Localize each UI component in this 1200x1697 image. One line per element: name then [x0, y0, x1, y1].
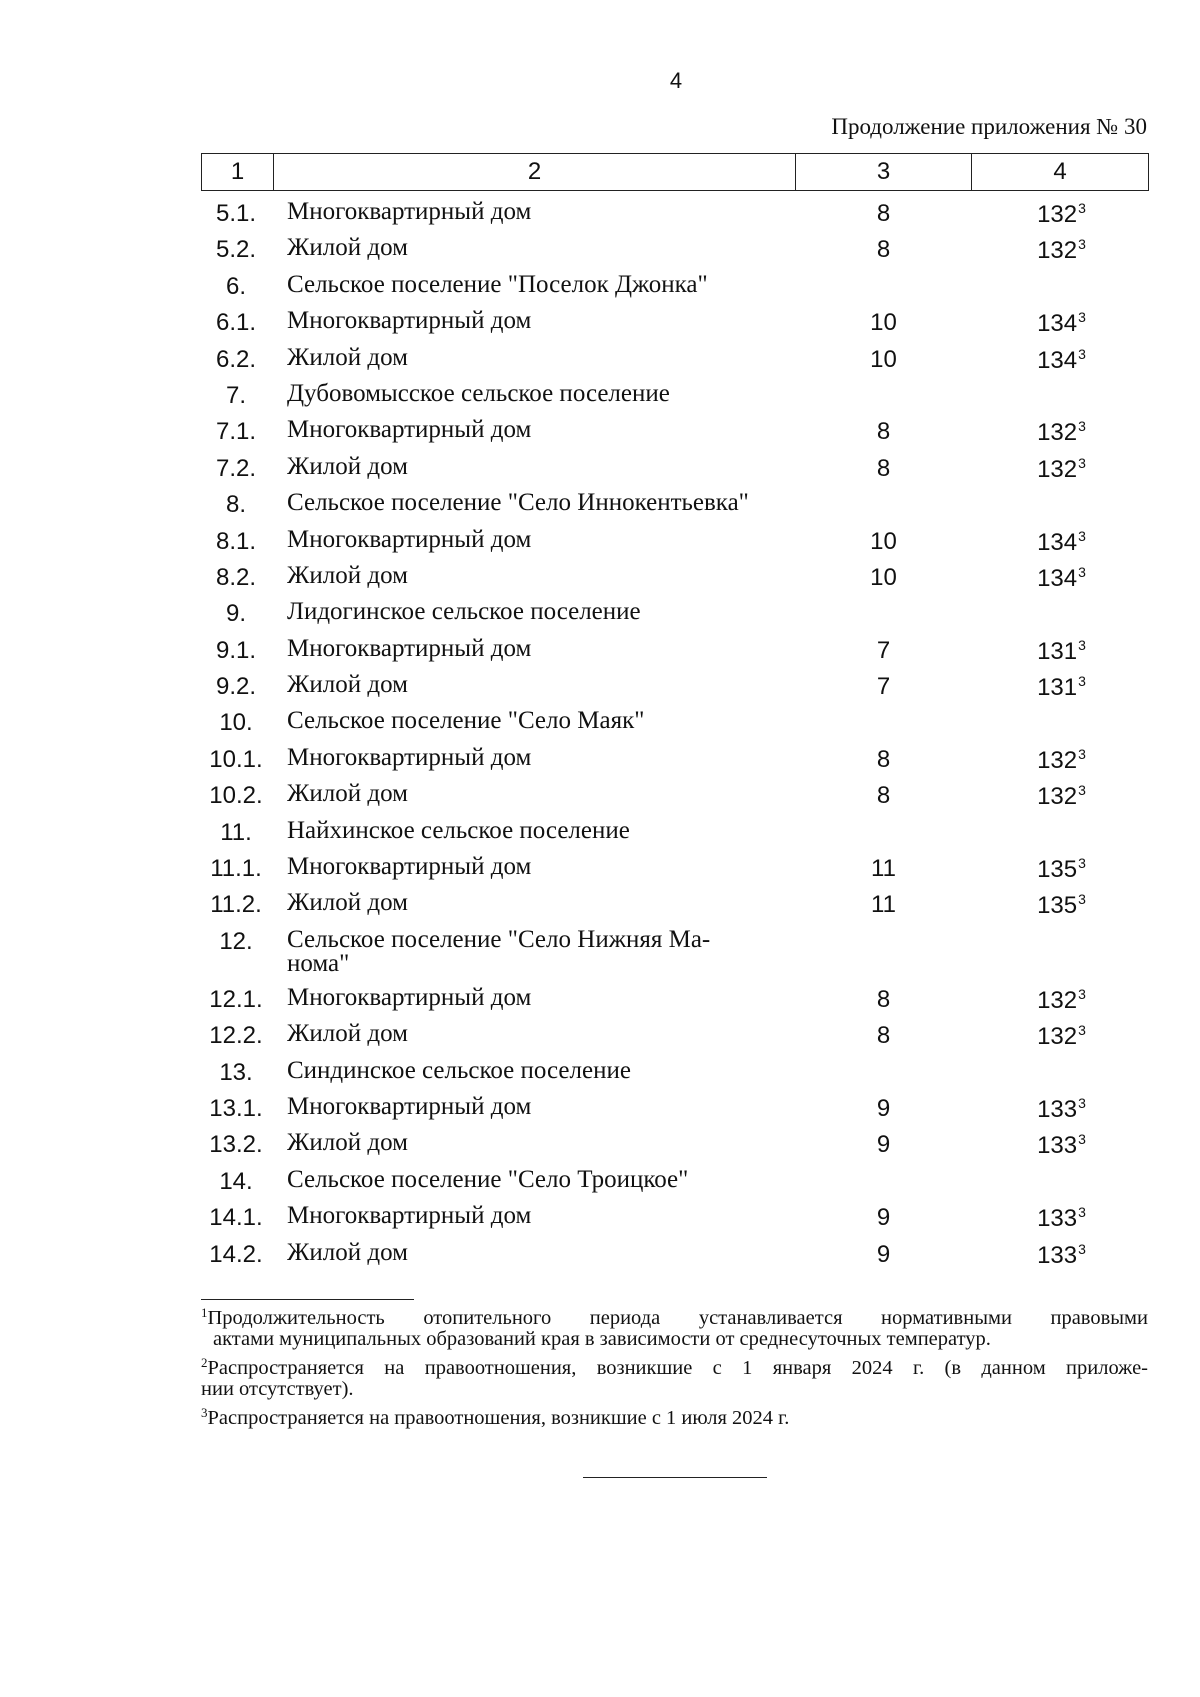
row-column-4: [975, 273, 1148, 302]
row-column-4: [975, 491, 1148, 520]
row-name: Жилой дом: [287, 234, 408, 262]
row-column-4-value: 133: [1037, 1132, 1078, 1160]
footnote-reference: 3: [1078, 745, 1086, 762]
row-number: 9.2.: [215, 673, 257, 701]
row-number: 13.: [219, 1058, 253, 1086]
row-column-4: [975, 382, 1148, 411]
row-column-3: 10: [870, 527, 897, 555]
row-column-4: [975, 1059, 1148, 1088]
row-column-4: [975, 1168, 1148, 1197]
footnote-text: Продолжительность отопительного периода устанавливается нормативными правовыми: [207, 1307, 1148, 1329]
row-column-4-value: 134: [1037, 310, 1078, 338]
footnote-reference: 3: [1078, 1240, 1086, 1257]
row-number: 9.1.: [215, 636, 257, 664]
row-name: Лидогинское сельское поселение: [287, 598, 641, 626]
row-number: 7.1.: [215, 418, 257, 446]
column-header-4: 4: [972, 154, 1149, 191]
row-column-3: 8: [876, 418, 891, 446]
row-name: Многоквартирный дом: [287, 416, 532, 444]
table-row: [201, 524, 1148, 560]
row-number: 8.1.: [215, 527, 257, 555]
row-name: Многоквартирный дом: [287, 307, 532, 335]
row-name: Сельское поселение "Село Нижняя Ма- нома": [287, 925, 711, 977]
row-column-4-value: 132: [1037, 1023, 1078, 1051]
row-column-4: [975, 1204, 1148, 1233]
table-row: [201, 982, 1148, 1018]
footnote-separator: [201, 1299, 414, 1300]
row-column-4: [975, 236, 1148, 265]
row-column-4: [975, 891, 1148, 920]
row-column-3: 8: [876, 1022, 891, 1050]
footnote-reference: 3: [1078, 891, 1086, 908]
row-name: Жилой дом: [287, 1020, 408, 1048]
row-name: Многоквартирный дом: [287, 853, 532, 881]
row-column-4: [975, 200, 1148, 229]
footnote-3: [201, 1402, 1148, 1429]
row-column-3: 8: [876, 454, 891, 482]
footnote-reference: 3: [1078, 527, 1086, 544]
row-number: 5.1.: [215, 200, 257, 227]
footnote-reference: 3: [1078, 782, 1086, 799]
row-name: Жилой дом: [287, 1129, 408, 1157]
row-name: Сельское поселение "Поселок Джонка": [287, 270, 708, 298]
table-row: [201, 196, 1148, 232]
row-column-3: 8: [876, 745, 891, 773]
row-column-4: [975, 673, 1148, 702]
table-row: [201, 1200, 1148, 1236]
continuation-label: Продолжение приложения № 30: [831, 114, 1147, 139]
row-column-4-value: 132: [1037, 237, 1078, 265]
row-column-3: 10: [870, 563, 897, 591]
row-column-4-value: 132: [1037, 783, 1078, 811]
footnote-line: [201, 1352, 1148, 1379]
footnote-1: [201, 1302, 1148, 1350]
row-name: Сельское поселение "Село Маяк": [287, 707, 645, 735]
row-column-4-value: 131: [1037, 674, 1078, 702]
row-number: 8.2.: [215, 563, 257, 591]
row-name: Жилой дом: [287, 343, 408, 371]
row-column-4: [975, 819, 1148, 848]
row-name: Многоквартирный дом: [287, 743, 532, 771]
table-row: [201, 669, 1148, 705]
row-column-3: 11: [871, 891, 896, 919]
table-row: [201, 815, 1148, 851]
row-column-3: 10: [870, 309, 897, 337]
footnote-reference: 3: [1078, 563, 1086, 580]
row-column-4: [975, 1022, 1148, 1051]
row-name: Жилой дом: [287, 1238, 408, 1266]
row-number: 14.1.: [209, 1204, 263, 1232]
row-number: 11.1.: [210, 855, 262, 883]
column-header-row: [202, 154, 1149, 191]
table-row: [201, 1055, 1148, 1091]
row-number: 13.2.: [209, 1131, 263, 1159]
footnotes: [201, 1302, 1148, 1431]
table-row: [201, 269, 1148, 305]
row-number: 7.2.: [215, 454, 257, 482]
row-column-4: [975, 782, 1148, 811]
row-name: Многоквартирный дом: [287, 1092, 532, 1120]
row-column-4-value: 134: [1037, 564, 1078, 592]
footnote-text: Распространяется на правоотношения, возникшие с 1 июля 2024 г.: [207, 1407, 790, 1429]
row-number: 8.: [225, 491, 246, 519]
row-column-4-value: 135: [1037, 892, 1078, 920]
row-column-4-value: 132: [1037, 746, 1078, 774]
footnote-reference: 3: [1078, 1022, 1086, 1039]
row-name: Многоквартирный дом: [287, 198, 532, 225]
table-row: [201, 378, 1148, 414]
footnote-mark: 2: [201, 1355, 208, 1370]
row-name: Синдинское сельское поселение: [287, 1056, 631, 1084]
table-row: [201, 232, 1148, 268]
row-number: 5.2.: [215, 236, 257, 264]
row-number: 6.2.: [215, 345, 257, 373]
row-column-3: 8: [876, 200, 891, 227]
row-column-4-value: 131: [1037, 637, 1078, 665]
footnote-text: Распространяется на правоотношения, возникшие с 1 января 2024 г. (в данном приложе-: [207, 1357, 1148, 1379]
footnote-reference: 3: [1078, 636, 1086, 653]
column-header-1: 1: [202, 154, 274, 191]
footnote-reference: 3: [1078, 985, 1086, 1002]
table-row: [201, 560, 1148, 596]
row-column-4-value: 132: [1037, 201, 1078, 228]
footnote-reference: 3: [1078, 1204, 1086, 1221]
row-column-3: 9: [876, 1094, 891, 1122]
table-row: [201, 924, 1148, 982]
row-number: 6.: [225, 272, 246, 300]
footnote-reference: 3: [1078, 673, 1086, 690]
footnote-reference: 3: [1078, 1094, 1086, 1111]
row-column-3: 9: [876, 1204, 891, 1232]
row-name: Многоквартирный дом: [287, 634, 532, 662]
table-row: [201, 851, 1148, 887]
row-number: 10.1.: [209, 745, 263, 773]
column-header-table: [201, 153, 1149, 191]
table-row: [201, 1237, 1148, 1273]
row-name: Жилой дом: [287, 561, 408, 589]
row-column-4: [975, 600, 1148, 629]
row-name: Многоквартирный дом: [287, 1202, 532, 1230]
row-column-4-value: 132: [1037, 455, 1078, 483]
row-column-4: [975, 746, 1148, 775]
row-column-4: [975, 418, 1148, 447]
footnote-2: [201, 1352, 1148, 1400]
table-body: [201, 196, 1148, 1273]
table-row: [201, 742, 1148, 778]
row-number: 6.1.: [215, 309, 257, 337]
column-header-2: 2: [274, 154, 796, 191]
row-column-4-value: 132: [1037, 419, 1078, 447]
row-name: Жилой дом: [287, 452, 408, 480]
row-name: Жилой дом: [287, 671, 408, 699]
page-number: 4: [669, 68, 683, 93]
table-row: [201, 705, 1148, 741]
footnote-line: [201, 1402, 1148, 1429]
table-row: [201, 1127, 1148, 1163]
row-column-4: [975, 855, 1148, 884]
row-name: Многоквартирный дом: [287, 983, 532, 1011]
table-row: [201, 487, 1148, 523]
table-row: [201, 1091, 1148, 1127]
row-column-4: [975, 346, 1148, 375]
row-name: Жилой дом: [287, 889, 408, 917]
table-row: [201, 1164, 1148, 1200]
row-column-4-value: 134: [1037, 528, 1078, 556]
row-column-3: 10: [870, 345, 897, 373]
footnote-reference: 3: [1078, 418, 1086, 435]
row-column-3: 8: [876, 985, 891, 1013]
row-name: Сельское поселение "Село Троицкое": [287, 1165, 689, 1193]
row-column-3: 8: [876, 782, 891, 810]
row-name: Сельское поселение "Село Иннокентьевка": [287, 489, 749, 517]
table-row: [201, 887, 1148, 923]
row-number: 10.2.: [209, 782, 263, 810]
row-number: 14.: [219, 1167, 253, 1195]
row-name: Жилой дом: [287, 780, 408, 808]
row-column-4: [975, 1095, 1148, 1124]
row-column-4: [975, 309, 1148, 338]
row-column-4: [975, 637, 1148, 666]
footnote-reference: 3: [1078, 855, 1086, 872]
table-row: [201, 414, 1148, 450]
row-number: 7.: [225, 381, 246, 409]
column-header-3: 3: [796, 154, 972, 191]
row-column-3: 9: [876, 1240, 891, 1268]
row-number: 11.: [220, 818, 252, 846]
row-number: 12.1.: [209, 985, 263, 1013]
footnote-text-continued: нии отсутствует).: [201, 1378, 354, 1400]
row-column-4-value: 134: [1037, 346, 1078, 374]
footnote-reference: 3: [1078, 1131, 1086, 1148]
row-column-3: 7: [876, 673, 891, 701]
row-column-4: [975, 986, 1148, 1015]
row-column-4-value: 135: [1037, 856, 1078, 884]
table-row: [201, 596, 1148, 632]
row-number: 13.1.: [209, 1094, 263, 1122]
footnote-reference: 3: [1078, 200, 1086, 216]
row-name: Дубовомысское сельское поселение: [287, 379, 670, 407]
row-name: Найхинское сельское поселение: [287, 816, 630, 844]
row-number: 12.2.: [209, 1022, 263, 1050]
row-column-3: 7: [876, 636, 891, 664]
row-column-4: [975, 528, 1148, 557]
row-column-4: [975, 928, 1148, 957]
row-number: 14.2.: [209, 1240, 263, 1268]
row-column-3: 9: [876, 1131, 891, 1159]
table-row: [201, 451, 1148, 487]
row-number: 10.: [219, 709, 253, 737]
table-row: [201, 1018, 1148, 1054]
row-name: Многоквартирный дом: [287, 525, 532, 553]
row-column-4-value: 133: [1037, 1205, 1078, 1233]
row-number: 11.2.: [210, 891, 262, 919]
row-column-3: 11: [871, 855, 896, 883]
row-column-4: [975, 709, 1148, 738]
footnote-reference: 3: [1078, 345, 1086, 362]
end-of-document-rule: [583, 1477, 767, 1478]
row-column-4: [975, 1131, 1148, 1160]
row-column-4-value: 132: [1037, 986, 1078, 1014]
footnote-mark: 1: [201, 1305, 208, 1320]
table-row: [201, 342, 1148, 378]
table-row: [201, 305, 1148, 341]
footnote-reference: 3: [1078, 236, 1086, 253]
table-row: [201, 633, 1148, 669]
footnote-line: [201, 1302, 1148, 1329]
footnote-reference: 3: [1078, 454, 1086, 471]
footnote-text-continued: актами муниципальных образований края в зависимости от среднесуточных температур.: [213, 1328, 991, 1350]
footnote-mark: 3: [201, 1405, 208, 1420]
row-column-4: [975, 564, 1148, 593]
row-number: 12.: [219, 927, 253, 955]
row-column-4: [975, 455, 1148, 484]
row-column-4: [975, 1241, 1148, 1270]
table-row: [201, 778, 1148, 814]
row-column-4-value: 133: [1037, 1095, 1078, 1123]
row-column-3: 8: [876, 236, 891, 264]
row-column-4-value: 133: [1037, 1241, 1078, 1269]
row-number: 9.: [225, 600, 246, 628]
footnote-reference: 3: [1078, 309, 1086, 326]
